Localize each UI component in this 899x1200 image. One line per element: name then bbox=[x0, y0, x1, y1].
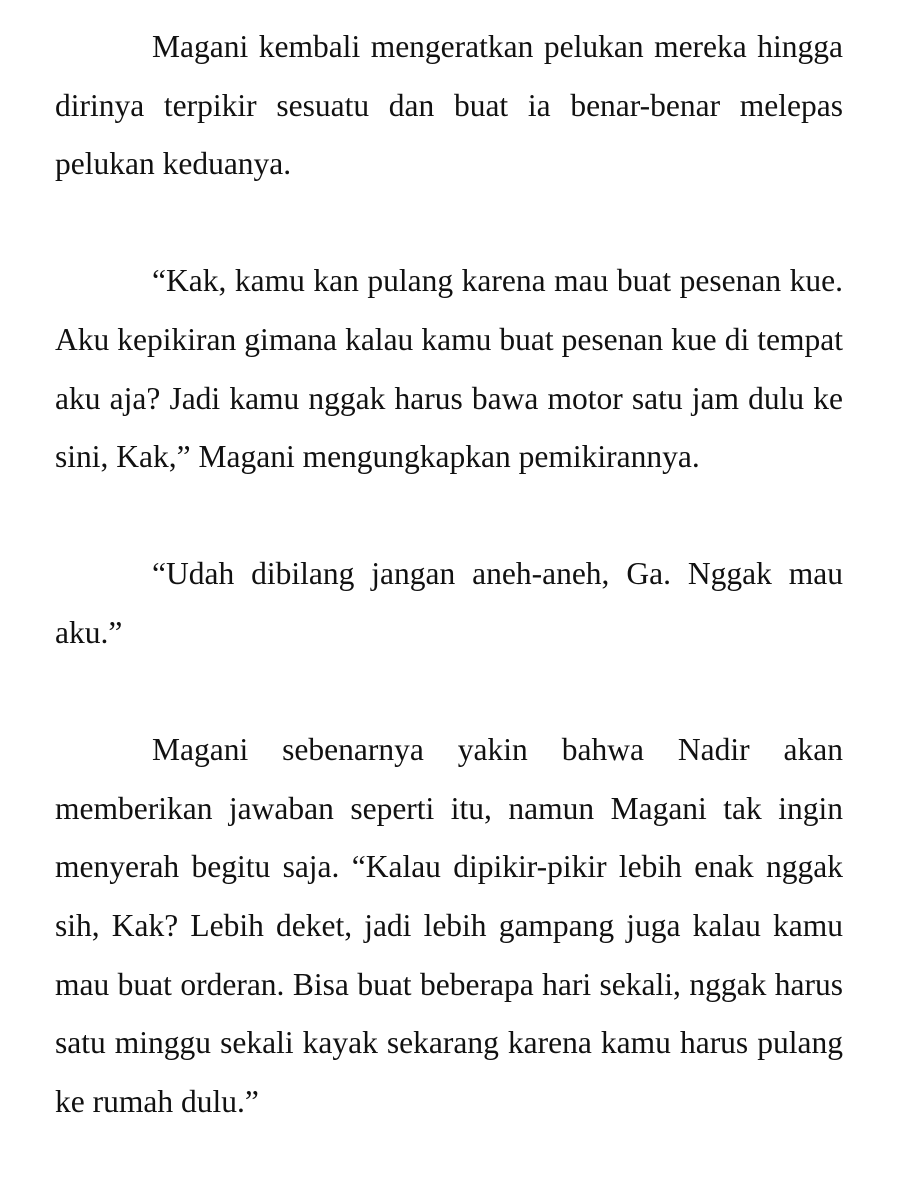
paragraph-spacer bbox=[55, 663, 843, 722]
paragraph-2: “Kak, kamu kan pulang karena mau buat pesenan kue. Aku kepikiran gimana kalau kamu buat pesenan kue di tempat aku aja? Jadi kamu nggak harus bawa motor satu jam dulu ke sini, Kak,” Magani mengungkapkan pemikirannya. bbox=[55, 263, 843, 475]
paragraph-spacer bbox=[55, 487, 843, 546]
paragraph-spacer bbox=[55, 194, 843, 253]
paragraph-1: Magani kembali mengeratkan pelukan mereka hingga dirinya terpikir sesuatu dan buat ia benar-benar melepas pelukan keduanya. bbox=[55, 29, 843, 182]
document-page bbox=[55, 18, 843, 1131]
paragraph-3: “Udah dibilang jangan aneh-aneh, Ga. Nggak mau aku.” bbox=[55, 556, 843, 650]
paragraph-4: Magani sebenarnya yakin bahwa Nadir akan memberikan jawaban seperti itu, namun Magani tak ingin menyerah begitu saja. “Kalau dipikir-pikir lebih enak nggak sih, Kak? Lebih deket, jadi lebih gampang juga kalau kamu mau buat orderan. Bisa buat beberapa hari sekali, nggak harus satu minggu sekali kayak sekarang karena kamu harus pulang ke rumah dulu.” bbox=[55, 732, 843, 1119]
